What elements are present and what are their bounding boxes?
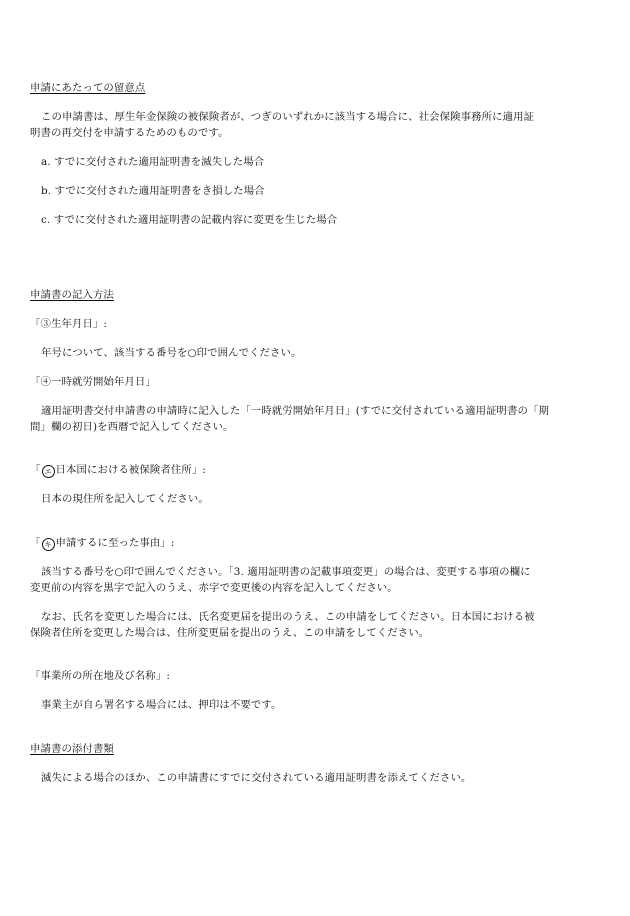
field-text-reason-p2-1: なお、氏名を変更した場合には、氏名変更届を提出のうえ、この申請をしてください。日本国における被	[41, 611, 535, 623]
intro-line-1: この申請書は、厚生年金保険の被保険者が、つぎのいずれかに該当する場合に、社会保険事務所に適用証	[41, 111, 535, 123]
field-label-address: 「 エ 日本国における被保険者住所」:	[30, 464, 206, 476]
field-text-reason-p1-1: 該当する番号を○印で囲んでください。「3. 適用証明書の記載事項変更」の場合は、変更する事項の欄に	[41, 566, 531, 578]
field-text-office: 事業主が自ら署名する場合には、押印は不要です。	[41, 699, 282, 711]
list-item-b: b. すでに交付された適用証明書をき損した場合	[41, 185, 265, 197]
field-text-reason-p1-2: 変更前の内容を黒字で記入のうえ、赤字で変更後の内容を記入してください。	[30, 582, 398, 594]
intro-line-2: 明書の再交付を申請するためのものです。	[30, 127, 229, 139]
attachments-text: 滅失による場合のほか、この申請書にすでに交付されている適用証明書を添えてください。	[41, 772, 472, 784]
section-heading-instructions: 申請書の記入方法	[30, 289, 114, 301]
circled-letter-ki: キ	[42, 538, 55, 551]
field-text-address: 日本の現住所を記入してください。	[41, 493, 209, 505]
field-label-reason: 「 キ 申請するに至った事由」:	[30, 537, 175, 549]
circled-letter-e: エ	[42, 465, 55, 478]
field-text-work-start-1: 適用証明書交付申請書の申請時に記入した「一時就労開始年月日」(すでに交付されている適用証明書の「期	[41, 405, 550, 417]
list-item-c: c. すでに交付された適用証明書の記載内容に変更を生じた場合	[41, 214, 338, 226]
field-label-work-start: 「④一時就労開始年月日」	[30, 376, 156, 388]
field-text-birthdate: 年号について、該当する番号を○印で囲んでください。	[41, 347, 302, 359]
section-heading-notes: 申請にあたっての留意点	[30, 82, 146, 94]
section-heading-attachments: 申請書の添付書類	[30, 743, 114, 755]
field-label-birthdate: 「③生年月日」:	[30, 318, 108, 330]
list-item-a: a. すでに交付された適用証明書を滅失した場合	[41, 156, 265, 168]
field-text-work-start-2: 間」欄の初日)を西暦で記入してください。	[30, 421, 234, 433]
field-text-reason-p2-2: 保険者住所を変更した場合は、住所変更届を提出のうえ、この申請をしてください。	[30, 627, 430, 639]
field-label-office: 「事業所の所在地及び名称」:	[30, 670, 170, 682]
